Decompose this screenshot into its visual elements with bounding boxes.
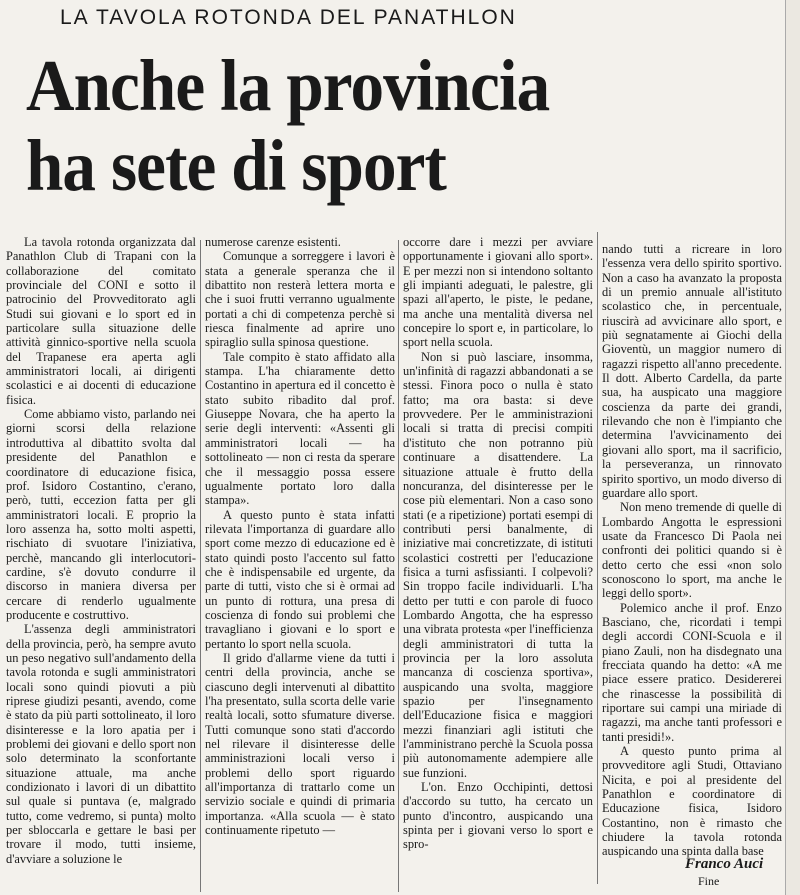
article-headline [26, 46, 550, 206]
end-note: Fine [698, 874, 720, 888]
column-rule [398, 240, 399, 892]
paragraph: L'assenza degli amministratori della provincia, però, ha sempre avuto un peso negativo sull'andamento della tavola rotonda e sugli amministratori locali sono quindi piovuti a più riprese giudizi pesanti, avendo, come è stato da più parti sottolineato, il loro disinteresse e la loro apatia per i problemi dei giovani e dello sport non solo determinato la sconfortante situazione attuale, ma anche condizionato i lavori di un dibattito sul quale si puntava (e, malgrado tutto, come vedremo, si punta) molto per sbloccarla e gettare le basi per trovare il modo, tutti insieme, d'avviare a soluzione le [6, 622, 196, 866]
paragraph: numerose carenze esistenti. [205, 235, 341, 249]
headline-line-1: Anche la provincia [26, 45, 550, 126]
column-rule [200, 240, 201, 892]
article-kicker: LA TAVOLA ROTONDA DEL PANATHLON [60, 6, 517, 29]
paragraph: Come abbiamo visto, parlando nei giorni scorsi della relazione introduttiva al dibattito svolta dal presidente del Panathlon e coordinatore di educazione fisica, prof. Isidoro Costantino, c'erano, però, tutti, eccezion fatta per gli amministratori locali. E proprio la loro assenza ha, sotto molti aspetti, rischiato di svuotare l'iniziativa, perchè, mancando gli interlocutori-cardine, s'è dovuto condurre il discorso in maniera diversa per cercare di renderlo ugualmente producente e costruttivo. [6, 407, 196, 622]
paragraph: Non si può lasciare, insomma, un'infinità di ragazzi abbandonati a se stessi. Finora poco o nulla è stato fatto; ma ora basta: si deve provvedere. Per le amministrazioni locali si tratta di precisi compiti d'istituto che non potranno più continuare a disattendere. La situazione attuale è frutto della noncuranza, del disinteresse per le cose più elementari. Non a caso sono stati (e a ripetizione) portati esempi di contributi persi banalmente, di iniziative mai concretizzate, di istituti scolastici costretti per l'educazione fisica a turni asfissianti. I colpevoli? Sin troppo facile individuarli. L'ha detto per tutti e con parole di fuoco Lombardo Angotta, che ha espresso una vibrata protesta «per l'inefficienza degli amministratori di tutta la provincia per la loro assoluta mancanza di coscienza sportiva», auspicando una svolta, maggiore spazio per l'insegnamento dell'Educazione fisica e maggiori mezzi finanziari agli istituti che l'amministrano perchè la Scuola possa più autonomamente adempiere alle sue funzioni. [403, 349, 593, 780]
paragraph: Tale compito è stato affidato alla stampa. L'ha chiaramente detto Costantino in apertura ed il concetto è stato subito ribadito dal prof. Giuseppe Novara, che ha aperto la serie degli interventi: «Assenti gli amministratori locali — ha sottolineato — non ci resta da sperare che il messaggio possa essere ugualmente portato loro dalla stampa». [205, 349, 395, 508]
adjacent-page-edge [785, 0, 800, 895]
paragraph: A questo punto prima al provveditore agli Studi, Ottaviano Nicita, e poi al presidente del Panathlon e coordinatore di Educazione fisica, Isidoro Costantino, non è rimasto che chiudere la tavola rotonda auspicando una spinta dalla base [602, 744, 782, 859]
column-rule [597, 232, 598, 884]
article-column-4 [602, 242, 782, 859]
article-column-2 [205, 235, 395, 837]
paragraph: Il grido d'allarme viene da tutti i centri della provincia, anche se ciascuno degli intervenuti al dibattito l'ha presentato, sulla scorta delle varie realtà locali, sotto sfumature diverse. Tutti comunque sono stati d'accordo nel rilevare il disinteresse delle amministrazioni locali verso i problemi dello sport riguardo all'importanza di trattarlo come un servizio sociale e quindi di primaria importanza. «Alla scuola — è stato continuamente ripetuto — [205, 650, 395, 838]
paragraph: Non meno tremende di quelle di Lombardo Angotta le espressioni usate da Francesco Di Paola nei confronti dei politici quando si è detto certo che essi «non solo sconoscono lo sport, ma anche le leggi dello sport». [602, 500, 782, 601]
paragraph: nando tutti a ricreare in loro l'essenza vera dello spirito sportivo. Non a caso ha avanzato la proposta di un premio annuale all'istituto scolastico che, in percentuale, riuscirà ad avvicinare allo sport, e più segnatamente ai Giochi della Gioventù, un maggior numero di ragazzi rispetto all'anno precedente. Il dott. Alberto Cardella, da parte sua, ha auspicato una maggiore coscienza da parte dei grandi, rilevando che non è l'impianto che determina l'avvicinamento dei giovani allo sport, ma il sacrificio, la perseveranza, un rinnovato spirito sportivo, un modo diverso di guardare allo sport. [602, 242, 782, 500]
paragraph: Comunque a sorreggere i lavori è stata a generale speranza che il dibattito non resterà lettera morta e che i suoi frutti verranno ugualmente portati a chi di competenza perchè si riesca finalmente ad aprire uno spiraglio sulla spinosa questione. [205, 249, 395, 350]
article-column-1 [6, 235, 196, 866]
headline-line-2: ha sete di sport [26, 125, 446, 206]
paragraph: L'on. Enzo Occhipinti, dettosi d'accordo su tutto, ha cercato un punto d'incontro, auspicando una spinta per i giovani verso lo sport e spro- [403, 780, 593, 852]
paragraph: Polemico anche il prof. Enzo Basciano, che, ricordati i tempi degli accordi CONI-Scuola e il piano Zauli, non ha disdegnato una frecciata quando ha detto: «A me piace essere pratico. Desidererei che rinascesse la possibilità di riportare sui campi una miriade di ragazzi, ma anche tanti professori e tanti presidi!». [602, 600, 782, 744]
author-byline: Franco Auci [685, 856, 764, 872]
paragraph: La tavola rotonda organizzata dal Panathlon Club di Trapani con la collaborazione del comitato provinciale del CONI e sotto il patrocinio del Provveditorato agli Studi sui giovani e lo sport ed in particolare sulla situazione delle attività ginnico-sportive nella scuola del Trapanese era aperta agli amministratori locali, ai dirigenti scolastici e ai docenti di educazione fisica. [6, 235, 196, 407]
paragraph: occorre dare i mezzi per avviare opportunamente i giovani allo sport». E per mezzi non si intendono soltanto gli impianti adeguati, le palestre, gli spazi all'aperto, le piste, le pedane, ma anche una mentalità diversa nel concepire lo sport e, in particolare, lo sport nella scuola. [403, 235, 593, 350]
paragraph: A questo punto è stata infatti rilevata l'importanza di guardare allo sport come mezzo di educazione ed è stato quindi posto l'accento sul fatto che è indispensabile ed urgente, da parte di tutti, visto che si è ormai ad un punto di rottura, una presa di coscienza di fondo sui problemi che travagliano i giovani e lo sport e pertanto lo sport nella scuola. [205, 507, 395, 651]
article-column-3 [403, 235, 593, 852]
